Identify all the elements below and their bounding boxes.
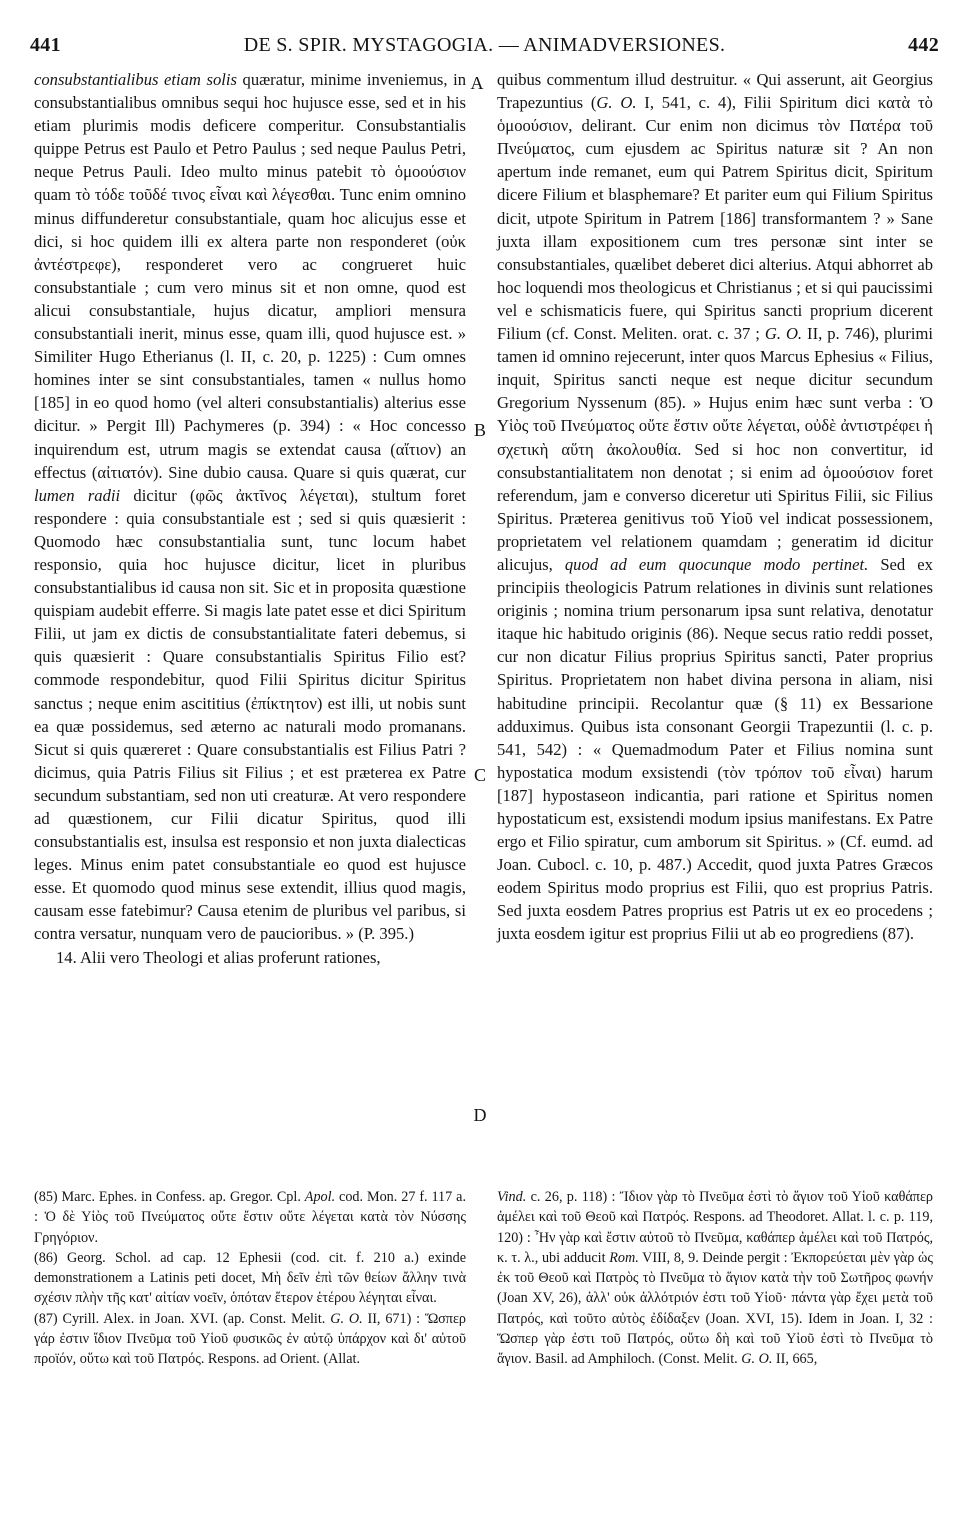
page-number-left: 441 bbox=[30, 34, 61, 56]
margin-marker-b: B bbox=[473, 420, 486, 440]
page-number-right: 442 bbox=[908, 34, 939, 56]
text-run: II, p. 746), plurimi tamen id omnino rejecerunt, inter quos Marcus Ephesius « Filius, inquit, Spiritus sancti neque est neque dicitur secundum Gregorium Nyssenum (85). » Hujus enim hæc sunt verba : Ὁ Υἱὸς τοῦ Πνεύματος οὔτε ἔστιν οὔτε λέγεται, οὐδὲ ἀντιστρέφει ἡ σχετικὴ αὕτη ἀκολουθία. Sed si hoc non convertitur, id consubstantialitatem non denotat ; si enim ad ὁμοούσιον foret referendum, jam e converso diceretur uti Spiritus Filii, sic Filius Spiritus. Præterea genitivus τοῦ Υἱοῦ vel indicat possessionem, proprietatem vel relationem quamdam ; generatim id dicitur alicujus, bbox=[497, 324, 933, 574]
right-paragraph-1 bbox=[497, 68, 933, 946]
footnote-86: (86) Georg. Schol. ad cap. 12 Ephesii (cod. cit. f. 210 a.) exinde demonstrationem a Latinis peti docet, Μὴ δεῖν ἐπὶ τῶν θείων ἄλλην τινὰ σχέσιν πλὴν τῆς κατ' αἰτίαν νοεῖν, ὁπόταν ἕτερον ἑτέρου λέγηται εἶναι. bbox=[34, 1249, 466, 1307]
text-run: quæratur, minime inveniemus, in consubstantialibus omnibus sequi hoc hujusce esse, sed et in his etiam plurimis modis deficere comperitur. Consubstantialis quippe Petrus est Paulo et Petro Paulus ; sed neque Paulus Petri, neque Petrus Pauli. Ideo multo minus patebit τὸ ὁμοούσιον quam τὸ τόδε τοῦδέ τινος εἶναι καὶ λέγεσθαι. Tunc enim omnino minus diffunderetur consubstantiale, quam hoc alicujus esse et dici, si hoc quidem illi ex altera parte non responderet (οὐκ ἀντέστρεφε), responderet vero ac congrueret huic consubstantiale ; cum vero minus sit et non omne, quod est alicui consubstantiale, hujus dicatur, ampliori mensura consubstantiali inerit, minus esse, quam illi, quod hujusce est. » Similiter Hugo Etherianus (l. II, c. 20, p. 1225) : Cum omnes homines inter se sint consubstantiales, tamen « nullus homo [185] in eo quod homo (vel alteri consubstantialis) alterius esse dicitur. » Pergit Ill) Pachymeres (p. 394) : « Hoc concesso inquirendum est, utrum magis se extendat causa (αἴτιον) an effectus (αἰτιατόν). Sine dubio causa. Quare si quis quærat, cur bbox=[34, 70, 466, 482]
running-title: DE S. SPIR. MYSTAGOGIA. — ANIMADVERSIONES. bbox=[243, 34, 726, 56]
footnote-87 bbox=[34, 1309, 466, 1370]
footnote-text: VIII, 8, 9. Deinde pergit : Ἐκπορεύεται μὲν γὰρ ὡς ἐκ τοῦ Θεοῦ καὶ Πατρὸς τὸ Πνεῦμα τὸ ἅγιον κατὰ τὴν τοῦ Σωτῆρος φωνήν (Joan XV, 26), ἀλλ' οὐκ ἀλλότριόν ἐστι τοῦ Υἱοῦ· πάντα γὰρ ἔχει μετὰ τοῦ Πατρός, καὶ τοῦτο αὐτὸς ἐδίδαξεν (Joan. XVI, 15). Idem in Joan. I, 32 : Ὥσπερ γὰρ ἐστι τοῦ Πατρός, οὕτω δὴ καὶ τοῦ Υἱοῦ ἐστὶ τὸ Πνεῦμα τὸ ἅγιον. Basil. ad Amphiloch. (Const. Melit. bbox=[497, 1249, 933, 1368]
text-run: dicitur (φῶς ἀκτῖνος λέγεται), stultum foret respondere : quia consubstantiale est ; sed si quis quæsierit : Quomodo hæc consubstantialia sunt, tunc locum habet responsio, quia hoc hujusce dicitur, licet in pluribus consubstantialibus id causa non sit. Sic et in proposita quæstione quispiam audebit efferre. Si magis late patet esse et dici Spiritum Filii, ut jam ex dictis de consubstantialitate fateri debemus, si quis quæsierit : Quare consubstantialis Spiritus Filio est? commode respondebitur, quod Filii Spiritus dicitur Spiritus sanctus ; neque enim ascititius (ἐπίκτητον) est illi, ut nobis sunt ea quæ possidemus, sed æterno ac naturali modo promanans. Sicut si quis quæreret : Quare consubstantialis est Filius Patri ? dicimus, quia Patris Filius sit Filius ; et est præterea ex Patre secundum substantiam, sed non uti creaturæ. At vero respondere ad quæstionem, cur Filii dicatur Spiritus, quod illi consubstantialis est, insulsa est responsio et non juxta dialecticas leges. Minus enim patet consubstantiale eo quod est hujusce esse. Et quomodo quod minus sese extendit, illius quod magis, causam esse fatebimur? Causa etenim de pluribus vel paribus, si contra versatur, nunquam vero de paucioribus. » (P. 395.) bbox=[34, 485, 466, 944]
italic-phrase: quod ad eum quocunque modo pertinet. bbox=[564, 554, 869, 574]
italic-reference: G. O. bbox=[596, 93, 637, 113]
italic-phrase: lumen radii bbox=[34, 485, 121, 505]
footnote-85 bbox=[34, 1187, 466, 1248]
footnote-text: II, 671) : Ὥσπερ γάρ ἐστιν ἴδιον Πνεῦμα τοῦ Υἱοῦ φυσικῶς ἐν αὐτῷ ὑπάρχον καὶ δι' αὐτοῦ προϊόν, οὕτω καὶ τοῦ Πατρός. Respons. ad Orient. (Allat. bbox=[34, 1310, 466, 1368]
footnote-italic: G. O. bbox=[741, 1351, 773, 1368]
footnote-87-continued bbox=[497, 1187, 933, 1370]
left-paragraph-1 bbox=[34, 68, 466, 946]
page-header bbox=[30, 34, 939, 62]
footnote-text: (85) Marc. Ephes. in Confess. ap. Gregor. Cpl. bbox=[34, 1189, 305, 1205]
footnote-text: c. 26, p. 118) : Ἴδιον γὰρ τὸ Πνεῦμα ἐστὶ τὸ ἅγιον τοῦ Υἱοῦ καθάπερ ἀμέλει καὶ τοῦ Θεοῦ καὶ Πατρός. Respons. ad Theodoret. Allat. l. c. p. 119, 120) : Ἦν γὰρ καὶ ἔστιν αὐτοῦ τὸ Πνεῦμα, καθάπερ ἀμέλει καὶ τοῦ Πατρός, κ. τ. λ., ubi adducit bbox=[497, 1189, 933, 1266]
text-run: quibus commentum illud destruitur. « Qui asserunt, ait Georgius Trapezuntius ( bbox=[497, 70, 933, 113]
footnotes-right bbox=[497, 1187, 933, 1370]
footnote-text: cod. Mon. 27 f. 117 a. : Ὁ δὲ Υἱὸς τοῦ Πνεύματος οὔτε ἔστιν οὔτε λέγεται κατὰ τὸν Νύσσης Γρηγόριον. bbox=[34, 1189, 466, 1246]
text-run: Sed ex principiis theologicis Patrum relationes in divinis sunt relationes originis ; nomina trium personarum ipsa sunt relativa, denotatur itaque hic habitudo originis (86). Neque secus ratio reddi posset, cur non dicatur Filius proprius Spiritus sancti, Pater proprius Spiritus. Proprietatem non habet divina persona in aliam, nisi habitudine principii. Recolantur quæ (§ 11) ex Bessarione adduximus. Quibus ista consonant Georgii Trapezuntii (l. c. p. 541, 542) : « Quemadmodum Pater et Filius nomina sunt hypostatica modum exsistendi (τὸν τρόπον τοῦ εἶναι) harum [187] hypostaseon indicantia, pari ratione et Spiritus nomen hypostaticum est, exsistendi modum ipsius manifestans. Ex Patre ergo et Filio spiratur, cum amborum sit Spiritus. » (Cf. eumd. ad Joan. Cubocl. c. 10, p. 487.) Accedit, quod juxta Patres Græcos eodem Spiritus modo proprius est Filii, quo est proprius Patris. Sed juxta eosdem Patres proprius est Patris ut ex eo procedens ; juxta eosdem igitur est proprius Filii ut ab eo progrediens (87). bbox=[497, 554, 933, 944]
margin-marker-c: C bbox=[473, 765, 486, 785]
footnote-text: II, 665, bbox=[772, 1351, 818, 1368]
text-run: I, 541, c. 4), Filii Spiritum dici κατὰ τὸ ὁμοούσιον, delirant. Cur enim non dicimus τὸν Πατέρα τοῦ Πνεύματος, cum ejusdem ac Spiritus naturæ sit ? An non apertum inde remanet, eum qui Patrem Spiritus dicit, Spiritum dicere Filium et blasphemare? Et pariter eum qui Filium Spiritus dicit, utpote Spiritum in Patrem [186] transformantem ? » Sane juxta illam expositionem cum tres personæ sint inter se consubstantiales, quælibet deberet dici alterius. Atqui abhorret ab hoc loquendi mos theologicus et Christianus ; et si qui paucissimi vel e schismaticis fuere, qui Spiritus sancti proprium dicerent Filium (cf. Const. Meliten. orat. c. 37 ; bbox=[497, 93, 933, 344]
left-paragraph-2: 14. Alii vero Theologi et alias proferunt rationes, bbox=[56, 947, 381, 967]
footnote-text: (87) Cyrill. Alex. in Joan. XVI. (ap. Const. Melit. bbox=[34, 1310, 331, 1327]
italic-phrase: consubstantialibus etiam solis bbox=[34, 70, 237, 89]
margin-marker-a: A bbox=[470, 73, 484, 93]
margin-marker-d: D bbox=[473, 1105, 487, 1125]
right-column bbox=[497, 68, 933, 946]
italic-reference: G. O. bbox=[764, 324, 803, 344]
left-column bbox=[34, 68, 466, 969]
footnote-italic: Apol. bbox=[304, 1189, 336, 1205]
footnote-italic: G. O. bbox=[330, 1310, 363, 1327]
footnotes-left bbox=[34, 1187, 466, 1370]
footnote-italic: Vind. bbox=[497, 1189, 527, 1205]
footnote-italic: Rom. bbox=[609, 1249, 639, 1266]
